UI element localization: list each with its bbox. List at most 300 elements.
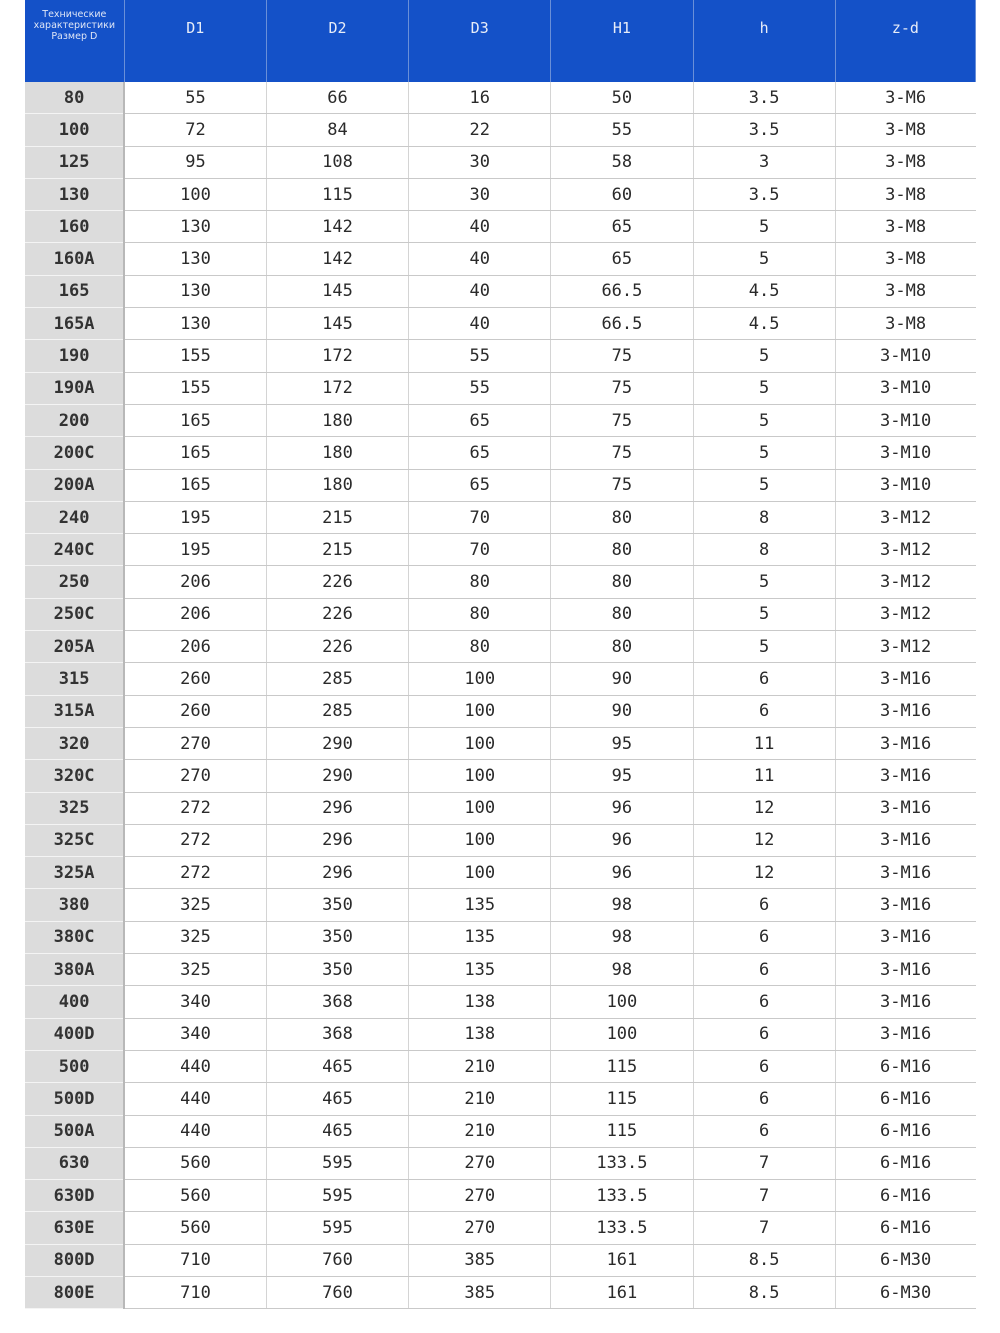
cell-d1: 206 — [124, 598, 266, 630]
cell-h: 5 — [693, 211, 835, 243]
cell-d1: 130 — [124, 211, 266, 243]
cell-h: 5 — [693, 243, 835, 275]
cell-size: 165A — [25, 308, 124, 340]
table-row — [25, 308, 976, 340]
cell-size: 380 — [25, 889, 124, 921]
cell-h: 3.5 — [693, 114, 835, 146]
cell-h: 11 — [693, 760, 835, 792]
column-header-h — [693, 0, 835, 82]
cell-h1: 75 — [551, 372, 693, 404]
table-row — [25, 1180, 976, 1212]
cell-size: 500D — [25, 1083, 124, 1115]
cell-d3: 40 — [409, 308, 551, 340]
cell-size: 630D — [25, 1180, 124, 1212]
cell-d1: 340 — [124, 1018, 266, 1050]
column-header-label: H1 — [612, 19, 631, 37]
cell-h1: 60 — [551, 178, 693, 210]
cell-size: 320 — [25, 727, 124, 759]
cell-size: 315 — [25, 663, 124, 695]
cell-size: 315A — [25, 695, 124, 727]
cell-size: 800E — [25, 1276, 124, 1308]
cell-size: 500A — [25, 1115, 124, 1147]
cell-d1: 710 — [124, 1276, 266, 1308]
table-row — [25, 727, 976, 759]
cell-d1: 165 — [124, 437, 266, 469]
cell-h: 6 — [693, 889, 835, 921]
cell-h: 8 — [693, 534, 835, 566]
table-row — [25, 598, 976, 630]
cell-d1: 340 — [124, 986, 266, 1018]
table-row — [25, 566, 976, 598]
column-header-d1 — [124, 0, 266, 82]
cell-z-d: 3-M16 — [835, 695, 975, 727]
cell-d3: 385 — [409, 1276, 551, 1308]
cell-d1: 155 — [124, 340, 266, 372]
cell-size: 250 — [25, 566, 124, 598]
cell-h1: 65 — [551, 243, 693, 275]
cell-d3: 40 — [409, 275, 551, 307]
cell-z-d: 3-M16 — [835, 792, 975, 824]
column-header-z-d — [835, 0, 975, 82]
cell-d2: 215 — [266, 534, 408, 566]
cell-size: 240 — [25, 501, 124, 533]
cell-size: 160 — [25, 211, 124, 243]
cell-size: 500 — [25, 1050, 124, 1082]
cell-d1: 206 — [124, 566, 266, 598]
table-body — [25, 82, 976, 1309]
cell-d2: 172 — [266, 340, 408, 372]
cell-h1: 98 — [551, 889, 693, 921]
cell-h1: 96 — [551, 824, 693, 856]
cell-d1: 155 — [124, 372, 266, 404]
table-row — [25, 82, 976, 114]
table-row — [25, 372, 976, 404]
cell-h: 5 — [693, 566, 835, 598]
cell-d3: 40 — [409, 243, 551, 275]
cell-z-d: 3-M16 — [835, 889, 975, 921]
table-row — [25, 211, 976, 243]
cell-d1: 272 — [124, 792, 266, 824]
cell-d2: 180 — [266, 469, 408, 501]
cell-d3: 138 — [409, 986, 551, 1018]
column-header-label: h — [759, 19, 769, 37]
cell-z-d: 6-M16 — [835, 1115, 975, 1147]
table-row — [25, 1083, 976, 1115]
cell-d3: 40 — [409, 211, 551, 243]
cell-h1: 100 — [551, 986, 693, 1018]
cell-h1: 90 — [551, 663, 693, 695]
cell-d3: 210 — [409, 1115, 551, 1147]
cell-z-d: 3-M10 — [835, 469, 975, 501]
table-row — [25, 469, 976, 501]
cell-d2: 115 — [266, 178, 408, 210]
cell-h: 4.5 — [693, 308, 835, 340]
table-row — [25, 275, 976, 307]
cell-d2: 142 — [266, 243, 408, 275]
cell-d2: 595 — [266, 1147, 408, 1179]
cell-z-d: 3-M12 — [835, 534, 975, 566]
cell-d2: 368 — [266, 986, 408, 1018]
cell-h: 6 — [693, 1018, 835, 1050]
column-header-label: D2 — [328, 19, 347, 37]
cell-d3: 135 — [409, 889, 551, 921]
cell-z-d: 3-M8 — [835, 114, 975, 146]
cell-d2: 180 — [266, 404, 408, 436]
cell-d2: 285 — [266, 695, 408, 727]
cell-size: 630E — [25, 1212, 124, 1244]
table-row — [25, 1212, 976, 1244]
cell-h1: 133.5 — [551, 1180, 693, 1212]
cell-h1: 80 — [551, 534, 693, 566]
table-row — [25, 921, 976, 953]
cell-d3: 210 — [409, 1050, 551, 1082]
cell-h1: 90 — [551, 695, 693, 727]
cell-h: 6 — [693, 921, 835, 953]
cell-d1: 325 — [124, 921, 266, 953]
cell-d2: 142 — [266, 211, 408, 243]
cell-h1: 133.5 — [551, 1147, 693, 1179]
cell-d3: 270 — [409, 1147, 551, 1179]
cell-d2: 296 — [266, 824, 408, 856]
cell-z-d: 3-M16 — [835, 857, 975, 889]
cell-z-d: 6-M16 — [835, 1180, 975, 1212]
cell-d2: 465 — [266, 1083, 408, 1115]
cell-z-d: 6-M16 — [835, 1212, 975, 1244]
table-row — [25, 178, 976, 210]
cell-d1: 130 — [124, 243, 266, 275]
cell-size: 380C — [25, 921, 124, 953]
table-row — [25, 889, 976, 921]
cell-z-d: 3-M16 — [835, 1018, 975, 1050]
table-row — [25, 663, 976, 695]
cell-d3: 135 — [409, 921, 551, 953]
cell-size: 630 — [25, 1147, 124, 1179]
cell-h1: 96 — [551, 857, 693, 889]
cell-h: 5 — [693, 372, 835, 404]
cell-h1: 95 — [551, 760, 693, 792]
cell-size: 165 — [25, 275, 124, 307]
cell-d2: 465 — [266, 1050, 408, 1082]
cell-h1: 80 — [551, 631, 693, 663]
cell-size: 325C — [25, 824, 124, 856]
cell-d3: 80 — [409, 566, 551, 598]
cell-d2: 290 — [266, 727, 408, 759]
cell-d2: 145 — [266, 275, 408, 307]
cell-h: 5 — [693, 598, 835, 630]
cell-d1: 195 — [124, 501, 266, 533]
cell-h: 8.5 — [693, 1276, 835, 1308]
cell-d1: 72 — [124, 114, 266, 146]
cell-z-d: 3-M8 — [835, 178, 975, 210]
header-corner-cell — [25, 0, 124, 82]
table-row — [25, 760, 976, 792]
cell-h1: 115 — [551, 1050, 693, 1082]
cell-h: 7 — [693, 1180, 835, 1212]
cell-d2: 108 — [266, 146, 408, 178]
cell-size: 200A — [25, 469, 124, 501]
cell-h: 5 — [693, 631, 835, 663]
cell-d3: 70 — [409, 501, 551, 533]
cell-z-d: 3-M8 — [835, 146, 975, 178]
cell-h: 12 — [693, 857, 835, 889]
cell-d1: 165 — [124, 404, 266, 436]
cell-h1: 98 — [551, 921, 693, 953]
cell-z-d: 3-M10 — [835, 404, 975, 436]
cell-h: 5 — [693, 437, 835, 469]
cell-h: 6 — [693, 663, 835, 695]
cell-d1: 95 — [124, 146, 266, 178]
cell-z-d: 3-M10 — [835, 340, 975, 372]
cell-d2: 595 — [266, 1180, 408, 1212]
cell-d3: 22 — [409, 114, 551, 146]
cell-d1: 165 — [124, 469, 266, 501]
cell-size: 325A — [25, 857, 124, 889]
cell-h: 7 — [693, 1212, 835, 1244]
cell-z-d: 6-M16 — [835, 1050, 975, 1082]
cell-d2: 285 — [266, 663, 408, 695]
cell-size: 190 — [25, 340, 124, 372]
cell-d3: 270 — [409, 1212, 551, 1244]
table-row — [25, 534, 976, 566]
cell-h1: 55 — [551, 114, 693, 146]
cell-z-d: 3-M10 — [835, 437, 975, 469]
cell-d2: 180 — [266, 437, 408, 469]
cell-z-d: 3-M8 — [835, 275, 975, 307]
cell-h1: 161 — [551, 1276, 693, 1308]
cell-h1: 80 — [551, 566, 693, 598]
cell-d1: 710 — [124, 1244, 266, 1276]
cell-d1: 270 — [124, 727, 266, 759]
column-header-h1 — [551, 0, 693, 82]
cell-z-d: 3-M12 — [835, 501, 975, 533]
table-row — [25, 1147, 976, 1179]
table-row — [25, 1244, 976, 1276]
table-row — [25, 986, 976, 1018]
cell-d1: 325 — [124, 889, 266, 921]
cell-d1: 560 — [124, 1147, 266, 1179]
cell-z-d: 6-M30 — [835, 1244, 975, 1276]
cell-d2: 84 — [266, 114, 408, 146]
cell-h1: 50 — [551, 82, 693, 114]
cell-size: 125 — [25, 146, 124, 178]
cell-h1: 75 — [551, 469, 693, 501]
cell-size: 100 — [25, 114, 124, 146]
cell-size: 190A — [25, 372, 124, 404]
cell-h: 11 — [693, 727, 835, 759]
cell-h: 3.5 — [693, 178, 835, 210]
cell-d3: 80 — [409, 598, 551, 630]
cell-d1: 560 — [124, 1212, 266, 1244]
cell-h: 7 — [693, 1147, 835, 1179]
table-row — [25, 1276, 976, 1308]
cell-d2: 368 — [266, 1018, 408, 1050]
cell-h: 6 — [693, 1083, 835, 1115]
cell-h1: 161 — [551, 1244, 693, 1276]
cell-z-d: 3-M12 — [835, 631, 975, 663]
cell-h: 6 — [693, 695, 835, 727]
cell-d2: 350 — [266, 954, 408, 986]
cell-d3: 16 — [409, 82, 551, 114]
cell-d3: 210 — [409, 1083, 551, 1115]
cell-h1: 98 — [551, 954, 693, 986]
cell-h: 6 — [693, 954, 835, 986]
corner-line: Размер D — [51, 31, 98, 42]
table-row — [25, 792, 976, 824]
cell-d2: 350 — [266, 921, 408, 953]
cell-z-d: 3-M16 — [835, 954, 975, 986]
cell-z-d: 6-M30 — [835, 1276, 975, 1308]
table-row — [25, 824, 976, 856]
cell-z-d: 3-M16 — [835, 921, 975, 953]
cell-h: 12 — [693, 792, 835, 824]
cell-h1: 100 — [551, 1018, 693, 1050]
cell-d3: 100 — [409, 792, 551, 824]
cell-size: 400D — [25, 1018, 124, 1050]
cell-d3: 385 — [409, 1244, 551, 1276]
cell-h: 5 — [693, 404, 835, 436]
cell-h: 5 — [693, 469, 835, 501]
cell-size: 200 — [25, 404, 124, 436]
table-row — [25, 114, 976, 146]
cell-h1: 115 — [551, 1083, 693, 1115]
cell-z-d: 3-M16 — [835, 760, 975, 792]
cell-z-d: 3-M8 — [835, 243, 975, 275]
corner-line: характеристики — [33, 20, 116, 31]
spec-table — [25, 0, 976, 1309]
cell-h: 3.5 — [693, 82, 835, 114]
cell-d3: 100 — [409, 695, 551, 727]
cell-d1: 560 — [124, 1180, 266, 1212]
cell-d3: 65 — [409, 437, 551, 469]
cell-d3: 100 — [409, 760, 551, 792]
cell-d3: 100 — [409, 857, 551, 889]
cell-d1: 260 — [124, 663, 266, 695]
cell-z-d: 3-M16 — [835, 986, 975, 1018]
cell-z-d: 3-M8 — [835, 308, 975, 340]
cell-size: 130 — [25, 178, 124, 210]
cell-h1: 65 — [551, 211, 693, 243]
cell-d2: 595 — [266, 1212, 408, 1244]
cell-z-d: 3-M16 — [835, 663, 975, 695]
table-header — [25, 0, 976, 82]
cell-d1: 440 — [124, 1083, 266, 1115]
cell-h: 5 — [693, 340, 835, 372]
cell-h: 8.5 — [693, 1244, 835, 1276]
cell-d1: 272 — [124, 857, 266, 889]
cell-d2: 226 — [266, 631, 408, 663]
cell-h: 4.5 — [693, 275, 835, 307]
cell-size: 800D — [25, 1244, 124, 1276]
cell-h1: 80 — [551, 598, 693, 630]
cell-z-d: 6-M16 — [835, 1083, 975, 1115]
cell-d3: 55 — [409, 372, 551, 404]
cell-d3: 55 — [409, 340, 551, 372]
cell-h: 6 — [693, 1115, 835, 1147]
cell-d3: 30 — [409, 178, 551, 210]
cell-d2: 215 — [266, 501, 408, 533]
cell-d2: 145 — [266, 308, 408, 340]
cell-d3: 65 — [409, 469, 551, 501]
cell-size: 200C — [25, 437, 124, 469]
cell-d3: 30 — [409, 146, 551, 178]
cell-d2: 226 — [266, 566, 408, 598]
table-row — [25, 1050, 976, 1082]
cell-d2: 226 — [266, 598, 408, 630]
table-row — [25, 954, 976, 986]
table-row — [25, 340, 976, 372]
cell-z-d: 3-M10 — [835, 372, 975, 404]
cell-h1: 66.5 — [551, 275, 693, 307]
cell-h1: 133.5 — [551, 1212, 693, 1244]
cell-h1: 75 — [551, 404, 693, 436]
cell-z-d: 6-M16 — [835, 1147, 975, 1179]
cell-size: 80 — [25, 82, 124, 114]
cell-d1: 130 — [124, 275, 266, 307]
table-row — [25, 1018, 976, 1050]
cell-z-d: 3-M6 — [835, 82, 975, 114]
cell-size: 325 — [25, 792, 124, 824]
cell-h1: 96 — [551, 792, 693, 824]
cell-h: 12 — [693, 824, 835, 856]
cell-z-d: 3-M12 — [835, 566, 975, 598]
table-row — [25, 404, 976, 436]
cell-h1: 95 — [551, 727, 693, 759]
table-row — [25, 501, 976, 533]
cell-h1: 115 — [551, 1115, 693, 1147]
column-header-d3 — [409, 0, 551, 82]
cell-d1: 130 — [124, 308, 266, 340]
cell-d2: 350 — [266, 889, 408, 921]
corner-line: Технические — [42, 9, 107, 20]
cell-d2: 296 — [266, 857, 408, 889]
cell-h1: 75 — [551, 437, 693, 469]
cell-h: 3 — [693, 146, 835, 178]
cell-h1: 66.5 — [551, 308, 693, 340]
table-row — [25, 437, 976, 469]
cell-d3: 138 — [409, 1018, 551, 1050]
cell-d1: 55 — [124, 82, 266, 114]
cell-d1: 260 — [124, 695, 266, 727]
cell-d1: 440 — [124, 1115, 266, 1147]
cell-d3: 270 — [409, 1180, 551, 1212]
cell-z-d: 3-M16 — [835, 824, 975, 856]
cell-size: 240C — [25, 534, 124, 566]
cell-size: 160A — [25, 243, 124, 275]
cell-d1: 270 — [124, 760, 266, 792]
cell-d1: 440 — [124, 1050, 266, 1082]
cell-size: 380A — [25, 954, 124, 986]
column-header-label: D3 — [470, 19, 489, 37]
cell-z-d: 3-M8 — [835, 211, 975, 243]
table-row — [25, 857, 976, 889]
cell-h: 6 — [693, 986, 835, 1018]
cell-d2: 760 — [266, 1244, 408, 1276]
cell-h: 6 — [693, 1050, 835, 1082]
column-header-label: D1 — [186, 19, 205, 37]
cell-h1: 80 — [551, 501, 693, 533]
cell-d2: 760 — [266, 1276, 408, 1308]
table-row — [25, 146, 976, 178]
cell-d1: 100 — [124, 178, 266, 210]
cell-d2: 465 — [266, 1115, 408, 1147]
cell-d2: 290 — [266, 760, 408, 792]
cell-z-d: 3-M12 — [835, 598, 975, 630]
cell-d1: 272 — [124, 824, 266, 856]
cell-h1: 75 — [551, 340, 693, 372]
cell-h1: 58 — [551, 146, 693, 178]
cell-size: 250C — [25, 598, 124, 630]
table-row — [25, 631, 976, 663]
